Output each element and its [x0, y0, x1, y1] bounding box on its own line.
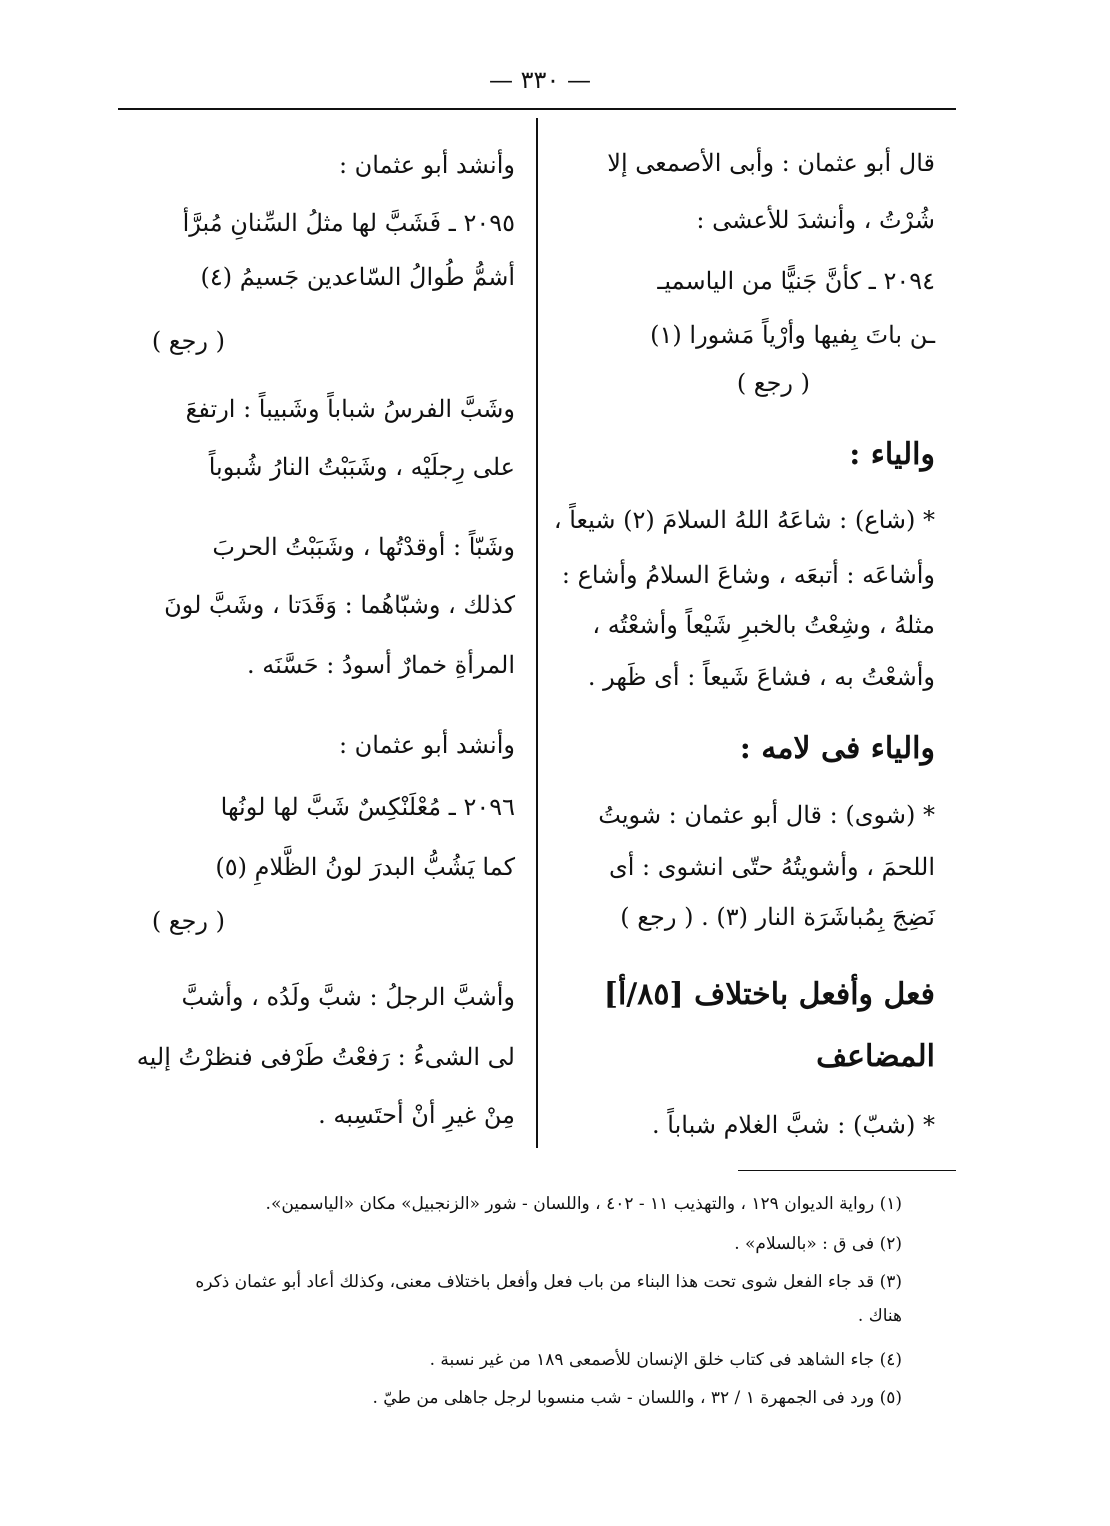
verse-line: ٢٠٩٥ ـ فَشَبَّ لها مثلُ السِّنانِ مُبرَّأ — [182, 209, 515, 237]
footnote-rule — [738, 1170, 956, 1171]
text-line: نَضِجَ بِمُباشَرَة النار (٣) . ( رجع ) — [620, 903, 935, 931]
entry-line: * (شاع) : شاعَهُ اللهُ السلامَ (٢) شيعاً ، — [553, 506, 935, 534]
text-line: المرأةِ خمارٌ أسودُ : حَسَّنَه . — [246, 651, 515, 679]
text-line: وأنشد أبو عثمان : — [338, 731, 515, 759]
text-line: اللحمَ ، وأشويتُهُ حتّى انشوى : أى — [608, 853, 935, 881]
section-heading: والياء : — [849, 437, 935, 472]
text-line: وأشعْتُ به ، فشاعَ شَيعاً : أى ظَهر . — [587, 663, 935, 691]
text-line: وأشاعَه : أتبعَه ، وشاعَ السلامُ وأشاع : — [561, 561, 935, 589]
footnote-continuation: هناك . — [857, 1306, 902, 1326]
section-heading: والياء فى لامه : — [739, 731, 935, 766]
chapter-heading: فعل وأفعل باختلاف [٨٥/أ] — [603, 977, 935, 1012]
text-line: على رِجلَيْه ، وشَبَبْتُ النارُ شُبوباً — [208, 453, 515, 481]
verse-line: كما يَشُبُّ البدرَ لونُ الظَّلامِ (٥) — [215, 853, 515, 881]
verse-ref: ( رجع ) — [736, 369, 810, 397]
verse-line: ـن باتَ بِفيها وأرْياً مَشورا (١) — [650, 321, 935, 349]
text-line: كذلك ، وشبّاهُما : وَقَدَتا ، وشَبَّ لونَ — [164, 591, 515, 619]
footnote: (١) رواية الديوان ١٢٩ ، والتهذيب ١١ - ٤٠٢ ، واللسان - شور «الزنجبيل» مكان «الياسمين». — [265, 1194, 902, 1214]
verse-line: ٢٠٩٤ ـ كأنَّ جَنيًّا من الياسميـ — [657, 267, 935, 295]
text-line: شُرْتُ ، وأنشدَ للأعشى : — [696, 206, 935, 234]
entry-line: * (شوى) : قال أبو عثمان : شويتُ — [598, 801, 935, 829]
section-heading: المضاعف — [816, 1039, 935, 1074]
text-line: مثلهُ ، وشِعْتُ بالخبرِ شَيْعاً وأشعْتُه ، — [592, 611, 935, 639]
text-line: وشَبّاً : أوقدْتُها ، وشَبَبْتُ الحربَ — [212, 533, 515, 561]
verse-line: أشمُّ طُوالُ السّاعدين جَسيمُ (٤) — [200, 263, 515, 291]
text-line: وشَبَّ الفرسُ شباباً وشَبيباً : ارتفعَ — [185, 395, 515, 423]
column-divider — [536, 118, 538, 1148]
verse-ref: ( رجع ) — [151, 327, 225, 355]
text-line: لى الشىءُ : رَفعْتُ طَرْفى فنظرْتُ إليه — [136, 1043, 515, 1071]
header-rule — [118, 108, 956, 110]
verse-line: ٢٠٩٦ ـ مُعْلَنْكِسٌ شَبَّ لها لونُها — [220, 793, 515, 821]
footnote: (٥) ورد فى الجمهرة ١ / ٣٢ ، واللسان - شب منسوبا لرجل جاهلى من طيّ . — [372, 1388, 902, 1408]
text-line: مِنْ غيرِ أنْ أحتَسِبه . — [318, 1101, 515, 1129]
footnote: (٣) قد جاء الفعل شوى تحت هذا البناء من باب فعل وأفعل باختلاف معنى، وكذلك أعاد أبو عثمان ذكره — [195, 1272, 902, 1292]
footnote: (٢) فى ق : «بالسلام» . — [734, 1234, 902, 1254]
footnote: (٤) جاء الشاهد فى كتاب خلق الإنسان للأصمعى ١٨٩ من غير نسبة . — [429, 1350, 902, 1370]
page-number: — ٣٣٠ — — [489, 66, 591, 94]
verse-ref: ( رجع ) — [151, 907, 225, 935]
text-line: وأنشد أبو عثمان : — [338, 151, 515, 179]
entry-line: * (شبّ) : شبَّ الغلام شباباً . — [652, 1111, 935, 1139]
text-line: قال أبو عثمان : وأبى الأصمعى إلا — [607, 149, 935, 177]
text-line: وأشبَّ الرجلُ : شبَّ ولَدُه ، وأشبَّ — [181, 983, 515, 1011]
